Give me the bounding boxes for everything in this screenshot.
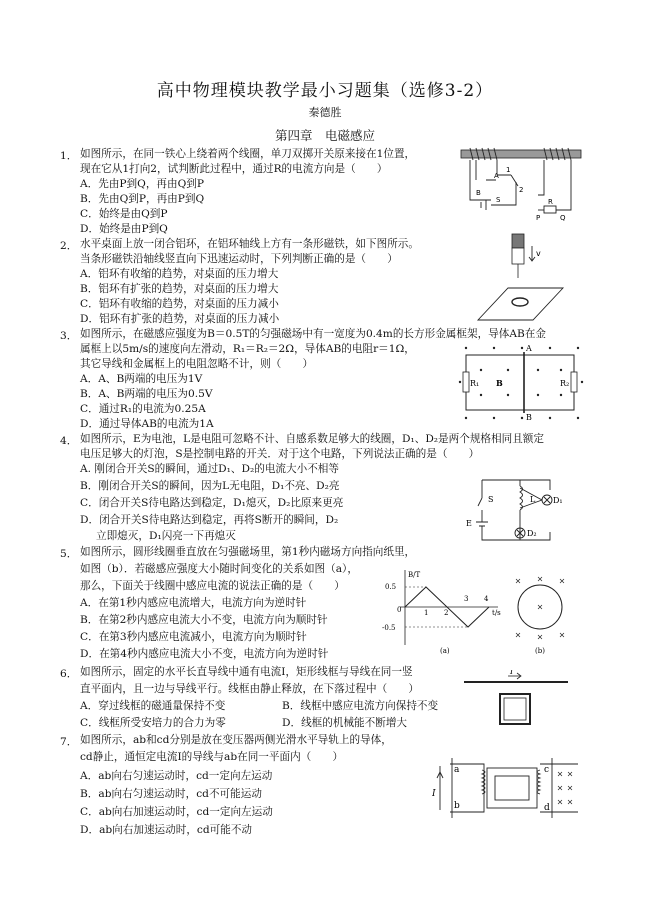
question-stem: 如图所示，在同一铁心上绕着两个线圈，单刀双掷开关原来接在1位置， <box>80 148 416 160</box>
fig-label: S <box>496 196 501 204</box>
fig-label: b <box>454 801 460 811</box>
page-title: 高中物理模块教学最小习题集（选修3-2） <box>156 81 494 101</box>
fig-label: R₂ <box>560 379 570 388</box>
fig-label: E <box>466 519 472 528</box>
question-stem: 现在它从1打向2，试判断此过程中，通过R的电流方向是（ ） <box>80 163 388 175</box>
option: C．线框所受安培力的合力为零 <box>80 717 226 729</box>
fig-label: d <box>544 803 550 813</box>
question-number: 2． <box>60 240 78 252</box>
tick-label: 2 <box>444 609 449 617</box>
option: A．穿过线框的磁通量保持不变 <box>80 700 226 712</box>
question-stem: 直平面内，且一边与导线平行。线框由静止释放，在下落过程中（ ） <box>80 683 419 695</box>
tick-label: 4 <box>484 595 489 603</box>
fig-label: B <box>526 413 532 422</box>
question-stem: 当条形磁铁沿轴线竖直向下迅速运动时，下列判断正确的是（ ） <box>80 253 398 265</box>
option: C．始终是由Q到P <box>80 208 168 220</box>
figure-q7-transformer-rails <box>432 748 582 828</box>
question-stem: 水平桌面上放一闭合铝环，在铝环轴线上方有一条形磁铁，如下图所示。 <box>80 238 419 250</box>
option: A．铝环有收缩的趋势，对桌面的压力增大 <box>80 268 279 280</box>
question-stem: 其它导线和金属框上的电阻忽略不计，则（ ） <box>80 358 314 370</box>
question-number: 4． <box>60 435 78 447</box>
fig-label: 2 <box>519 186 524 194</box>
question-stem: 如图所示，ab和cd分别是放在变压器两侧光滑水平导轨上的导体， <box>80 734 392 746</box>
option: B．刚闭合开关S的瞬间，因为L无电阻，D₁不亮、D₂亮 <box>80 480 340 492</box>
author: 秦德胜 <box>308 106 342 119</box>
fig-label: Q <box>560 214 566 222</box>
question-number: 7． <box>60 736 78 748</box>
fig-label: I <box>510 670 514 676</box>
figure-q3-frame <box>456 340 586 425</box>
question-number: 5． <box>60 548 78 560</box>
option: B．在第2秒内感应电流大小不变，电流方向为顺时针 <box>80 614 328 626</box>
option: D．通过导体AB的电流为1A <box>80 418 214 430</box>
tick-label: -0.5 <box>382 624 396 632</box>
fig-label: a <box>454 765 460 775</box>
fig-label: S <box>488 495 494 504</box>
option: C．闭合开关S待电路达到稳定，D₁熄灭，D₂比原来更亮 <box>80 497 344 509</box>
fig-caption: (a) <box>440 647 450 655</box>
option: C．通过R₁的电流为0.25A <box>80 403 206 415</box>
question-stem: 如图所示，E为电池，L是电阻可忽略不计、自感系数足够大的线圈，D₁、D₂是两个规格相同且额定 <box>80 433 544 445</box>
question-stem: cd静止，通恒定电流I的导线与ab在同一平面内（ ） <box>80 751 344 763</box>
axis-label: t/s <box>492 609 501 617</box>
fig-label: R₁ <box>470 379 480 388</box>
fig-label: P <box>536 214 541 222</box>
question-stem: 属框上以5m/s的速度向左滑动，R₁＝R₂＝2Ω，导体AB的电阻r＝1Ω， <box>80 343 415 355</box>
question-stem: 如图所示，在磁感应强度为B＝0.5T的匀强磁场中有一宽度为0.4m的长方形金属框架，导体AB在金 <box>80 328 546 340</box>
option: A．A、B两端的电压为1V <box>80 373 203 385</box>
fig-label: A <box>494 172 499 180</box>
option: C．在第3秒内感应电流减小，电流方向为顺时针 <box>80 631 307 643</box>
question-number: 3． <box>60 330 78 342</box>
option: 立即熄灭，D₁闪亮一下再熄灭 <box>96 530 236 542</box>
fig-label: 1 <box>506 166 511 174</box>
axis-label: B/T <box>408 571 421 579</box>
fig-label: R <box>548 198 553 206</box>
fig-label: A <box>526 344 532 353</box>
fig-label: c <box>544 765 550 775</box>
chapter-heading: 第四章 电磁感应 <box>274 128 375 143</box>
option: D．铝环有扩张的趋势，对桌面的压力减小 <box>80 313 280 325</box>
coil-field <box>516 577 564 639</box>
figure-q5 <box>380 565 580 655</box>
option: A．在第1秒内感应电流增大，电流方向为逆时针 <box>80 597 307 609</box>
tick-label: 3 <box>464 595 469 603</box>
figure-q4-circuit <box>460 470 570 550</box>
option: C．铝环有收缩的趋势，对桌面的压力减小 <box>80 298 279 310</box>
figure-q2-magnet-ring <box>468 230 568 330</box>
question-number: 1． <box>60 150 78 162</box>
fig-label: D₁ <box>553 496 563 505</box>
option: D．ab向右加速运动时，cd可能不动 <box>80 824 253 836</box>
figure-q1-transformer <box>456 140 586 230</box>
question-stem: 如图所示，圆形线圈垂直放在匀强磁场里，第1秒内磁场方向指向纸里， <box>80 546 416 558</box>
question-stem: 那么，下面关于线圈中感应电流的说法正确的是（ ） <box>80 580 345 592</box>
option: B．铝环有扩张的趋势，对桌面的压力增大 <box>80 283 279 295</box>
fig-label: B <box>476 189 481 197</box>
option: D．始终是由P到Q <box>80 223 168 235</box>
question-stem: 如图（b）．若磁感应强度大小随时间变化的关系如图（a）， <box>80 563 358 575</box>
question-stem: 电压足够大的灯泡，S是控制电路的开关．对于这个电路，下列说法正确的是（ ） <box>80 448 480 460</box>
fig-label: L <box>530 495 536 504</box>
option: A. 刚闭合开关S的瞬间，通过D₁、D₂的电流大小不相等 <box>80 463 339 475</box>
option: B．ab向右匀速运动时，cd不可能运动 <box>80 788 262 800</box>
option: D．闭合开关S待电路达到稳定，再将S断开的瞬间，D₂ <box>80 514 339 526</box>
fig-label: D₂ <box>527 529 537 538</box>
option: B．A、B两端的电压为0.5V <box>80 388 213 400</box>
fig-label: v <box>536 249 541 258</box>
option: C．ab向右加速运动时，cd一定向左运动 <box>80 806 273 818</box>
tick-label: 1 <box>424 609 429 617</box>
question-number: 6． <box>60 668 78 680</box>
fig-caption: (b) <box>535 647 545 655</box>
question-stem: 如图所示，固定的水平长直导线中通有电流I，矩形线框与导线在同一竖 <box>80 666 413 678</box>
fig-label: I <box>432 789 436 799</box>
option: D．在第4秒内感应电流大小不变，电流方向为逆时针 <box>80 648 329 660</box>
option: A．先由P到Q，再由Q到P <box>80 178 205 190</box>
tick-label: 0.5 <box>385 583 397 591</box>
option: B．线框中感应电流方向保持不变 <box>282 700 439 712</box>
option: D．线框的机械能不断增大 <box>282 717 408 729</box>
fig-label: B <box>496 378 503 388</box>
option: B．先由Q到P，再由P到Q <box>80 193 205 205</box>
option: A．ab向右匀速运动时，cd一定向左运动 <box>80 770 273 782</box>
tick-label: 0 <box>397 606 402 614</box>
figure-q6-wire-frame <box>462 670 572 740</box>
